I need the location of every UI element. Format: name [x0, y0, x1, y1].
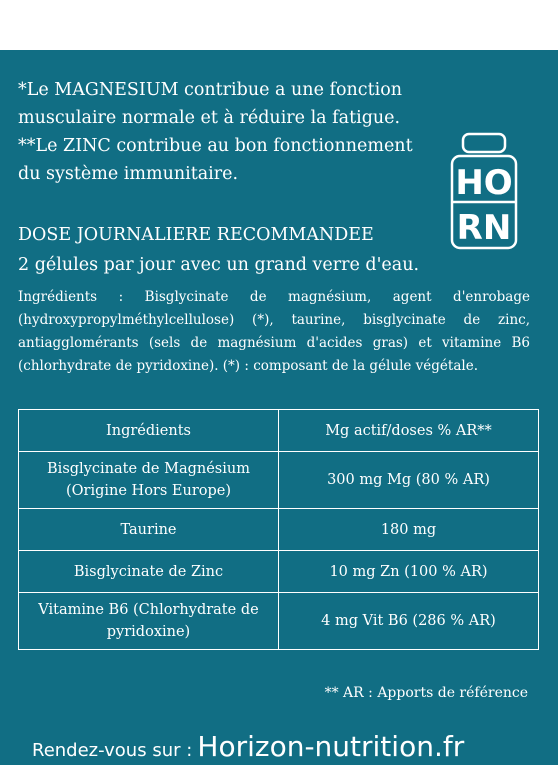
- table-header-cell: Mg actif/doses % AR**: [279, 410, 539, 452]
- reference-footnote: ** AR : Apports de référence: [324, 685, 528, 701]
- claim-line: musculaire normale et à réduire la fatigue.: [18, 108, 401, 128]
- table-cell: 300 mg Mg (80 % AR): [279, 452, 539, 509]
- table-row: [19, 509, 539, 551]
- table-cell: Vitamine B6 (Chlorhydrate de pyridoxine): [19, 593, 279, 650]
- ingredients-text: Ingrédients : Bisglycinate de magnésium, agent d'enrobage (hydroxypropylméthylcellulose) (*), taurine, bisglycinate de zinc, antiagglomérants (sels de magnésium d'acides gras) et vitamine B6 (chlorhydrate de pyridoxine). (*) : composant de la gélule végétale.: [18, 289, 530, 374]
- table-header-row: [19, 410, 539, 452]
- logo-top-letters: HO: [455, 163, 513, 203]
- claim-line: **Le ZINC contribue au bon fonctionnement: [18, 136, 413, 156]
- claim-line: *Le MAGNESIUM contribue a une fonction: [18, 80, 403, 100]
- table-row: [19, 593, 539, 650]
- website-link[interactable]: Horizon-nutrition.fr: [197, 730, 465, 763]
- health-claims: [18, 76, 438, 188]
- claim-line: du système immunitaire.: [18, 164, 239, 184]
- table-cell: Bisglycinate de Magnésium (Origine Hors Europe): [19, 452, 279, 509]
- dose-text: 2 gélules par jour avec un grand verre d'eau.: [18, 255, 420, 275]
- logo-bottom-letters: RN: [456, 208, 512, 248]
- cta-lead: Rendez-vous sur :: [32, 740, 193, 761]
- daily-dose: [18, 220, 538, 280]
- table-cell: 180 mg: [279, 509, 539, 551]
- table-row: [19, 452, 539, 509]
- table-cell: Taurine: [19, 509, 279, 551]
- composition-table: [18, 409, 539, 650]
- table-cell: Bisglycinate de Zinc: [19, 551, 279, 593]
- website-cta: [32, 730, 532, 763]
- table-row: [19, 551, 539, 593]
- product-info-panel: [0, 50, 558, 765]
- table-header-cell: Ingrédients: [19, 410, 279, 452]
- dose-title: DOSE JOURNALIERE RECOMMANDEE: [18, 225, 374, 245]
- table-cell: 10 mg Zn (100 % AR): [279, 551, 539, 593]
- table-cell: 4 mg Vit B6 (286 % AR): [279, 593, 539, 650]
